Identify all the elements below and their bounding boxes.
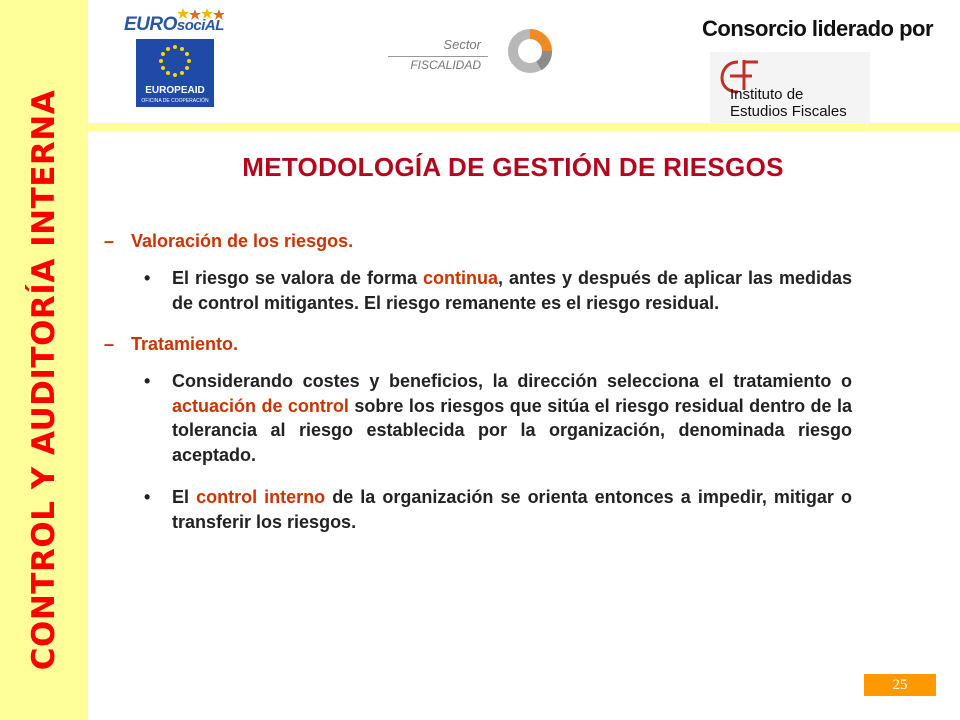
sector-fiscalidad-logo: [380, 26, 555, 82]
section-heading-tratamiento: [104, 333, 852, 355]
ief-name-line2: Estudios Fiscales: [730, 103, 847, 120]
eu-flag-icon: [136, 39, 214, 83]
ief-logo: [710, 52, 870, 124]
highlight-text: control interno: [196, 487, 326, 507]
fiscalidad-label: FISCALIDAD: [410, 58, 481, 72]
page-number: 25: [864, 674, 936, 696]
bullet-item: [104, 369, 852, 467]
consortium-text: Consorcio liderado por: [702, 16, 934, 41]
highlight-text: actuación de control: [172, 395, 349, 416]
dash-marker: –: [104, 231, 115, 251]
bullet-item: [104, 266, 852, 315]
eurosocial-suffix: sociAL: [176, 17, 224, 34]
page-title: METODOLOGÍA DE GESTIÓN DE RIESGOS: [242, 152, 784, 182]
sector-divider: [388, 56, 488, 57]
bullet-text: sobre los riesgos que sitúa el riesgo residual dentro de la tolerancia al riesgo establecida por la organización, denominada riesgo aceptado.: [172, 395, 852, 465]
eurosocial-prefix: EURO: [124, 14, 177, 35]
section-heading-valoracion: [104, 230, 852, 252]
bullet-item: [104, 485, 852, 534]
bullet-text: El riesgo se valora de forma: [172, 268, 423, 288]
ring-icon: [505, 26, 555, 76]
bullet-text: de la organización se orienta entonces a impedir, mitigar o transferir los riesgos.: [172, 487, 852, 532]
europeaid-banner: [136, 83, 214, 107]
dash-marker: –: [104, 334, 115, 354]
section-heading-text: Valoración de los riesgos.: [131, 231, 354, 251]
bullet-text: El: [172, 487, 197, 507]
ief-name-line1: Instituto de: [730, 86, 804, 103]
bullet-dot: •: [144, 371, 151, 391]
highlight-text: continua: [422, 268, 498, 288]
slide-content: [104, 230, 852, 534]
europeaid-name: EUROPEAID: [145, 85, 205, 96]
header-rule: [88, 123, 960, 131]
sidebar: [0, 0, 88, 720]
eurosocial-logo: [120, 8, 225, 108]
ief-name: [730, 86, 847, 120]
sector-label: Sector: [443, 37, 481, 52]
bullet-dot: •: [144, 487, 151, 507]
bullet-dot: •: [144, 268, 151, 288]
bullet-text: Considerando costes y beneficios, la dirección selecciona el tratamiento o: [172, 371, 852, 391]
sidebar-title: CONTROL Y AUDITORÍA INTERNA: [26, 89, 62, 671]
europeaid-subtitle: OFICINA DE COOPERACIÓN: [141, 98, 209, 104]
section-heading-text: Tratamiento.: [131, 334, 239, 354]
bullet-text: , antes y después de aplicar las medidas de control mitigantes. El riesgo remanente es el riesgo residual.: [172, 268, 852, 313]
eurosocial-wordmark: [124, 14, 224, 36]
